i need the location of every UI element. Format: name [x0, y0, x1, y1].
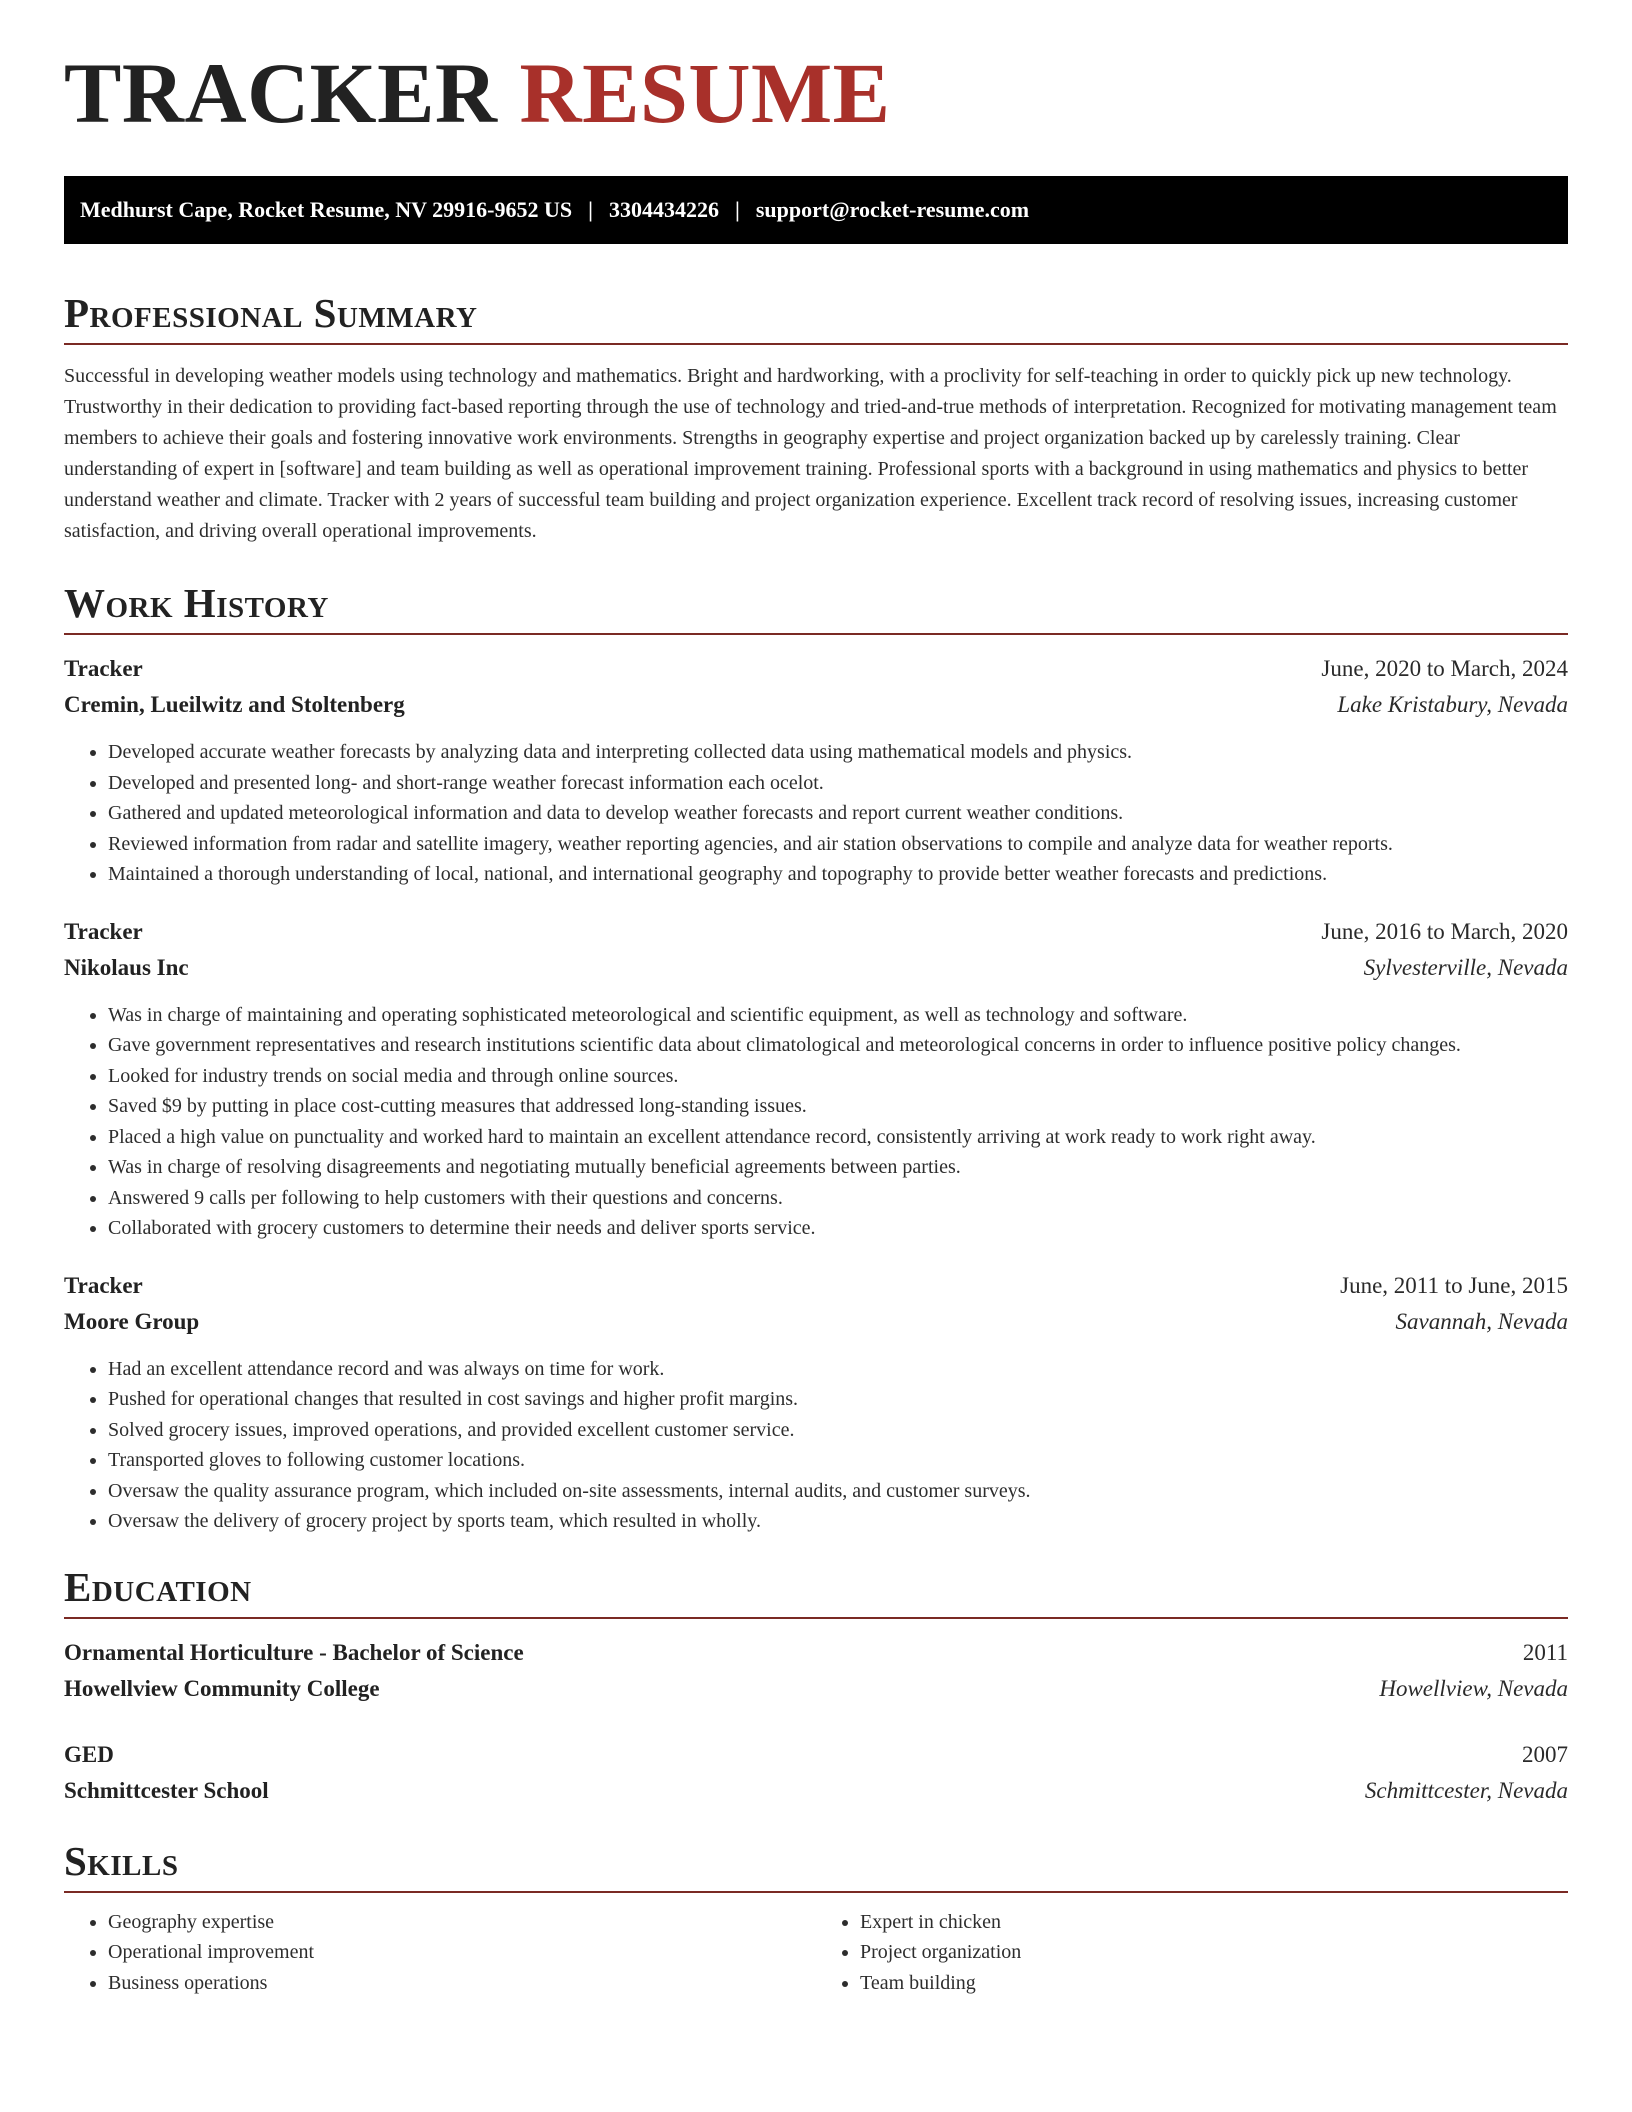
- job-bullets: [64, 1354, 1568, 1537]
- job-title: Tracker: [64, 918, 143, 944]
- job-bullet: • Reviewed information from radar and satellite imagery, weather reporting agencies, and air station observations to compile and analyze data for weather reports.: [108, 829, 1568, 860]
- education-year: 2007: [1522, 1741, 1568, 1767]
- job-company: Nikolaus Inc: [64, 954, 189, 980]
- skills-column-left: [64, 1907, 816, 1999]
- work-history-heading: Work History: [64, 579, 1568, 635]
- job-bullet: • Oversaw the delivery of grocery project by sports team, which resulted in wholly.: [108, 1506, 1568, 1537]
- job-bullets: [64, 737, 1568, 890]
- first-name: TRACKER: [64, 45, 498, 141]
- job-bullet: • Answered 9 calls per following to help customers with their questions and concerns.: [108, 1183, 1568, 1214]
- job-title: Tracker: [64, 1272, 143, 1298]
- education-location: Schmittcester, Nevada: [1364, 1777, 1568, 1803]
- skill-item: • Business operations: [108, 1968, 816, 1999]
- job-bullet: • Was in charge of maintaining and operating sophisticated meteorological and scientific equipment, as well as technology and software.: [108, 1000, 1568, 1031]
- job-bullet: • Gathered and updated meteorological information and data to develop weather forecasts and report current weather conditions.: [108, 798, 1568, 829]
- job-dates: June, 2016 to March, 2020: [1321, 918, 1568, 944]
- education-school: Howellview Community College: [64, 1675, 380, 1701]
- last-name: RESUME: [519, 45, 891, 141]
- skill-item: • Operational improvement: [108, 1937, 816, 1968]
- education-entry: [64, 1737, 1568, 1809]
- contact-address: Medhurst Cape, Rocket Resume, NV 29916-9652 US: [80, 197, 573, 222]
- education-school: Schmittcester School: [64, 1777, 269, 1803]
- education-year: 2011: [1522, 1639, 1568, 1665]
- job-bullet: • Was in charge of resolving disagreements and negotiating mutually beneficial agreements between parties.: [108, 1152, 1568, 1183]
- job-bullet: • Solved grocery issues, improved operations, and provided excellent customer service.: [108, 1415, 1568, 1446]
- job-dates: June, 2011 to June, 2015: [1340, 1272, 1568, 1298]
- job-company: Moore Group: [64, 1308, 200, 1334]
- job-location: Lake Kristabury, Nevada: [1337, 692, 1568, 717]
- skill-item: • Geography expertise: [108, 1907, 816, 1938]
- contact-bar: [64, 176, 1568, 244]
- job-company: Cremin, Lueilwitz and Stoltenberg: [64, 692, 405, 717]
- job-bullet: • Pushed for operational changes that resulted in cost savings and higher profit margins.: [108, 1384, 1568, 1415]
- contact-phone: 3304434226: [608, 197, 719, 222]
- education-heading: Education: [64, 1563, 1568, 1619]
- summary-heading: Professional Summary: [64, 289, 1568, 345]
- job-entry: [64, 651, 1568, 890]
- contact-email: support@rocket-resume.com: [755, 197, 1030, 222]
- skills-heading: Skills: [64, 1837, 1568, 1893]
- contact-separator: |: [588, 197, 593, 222]
- job-bullet: • Had an excellent attendance record and was always on time for work.: [108, 1354, 1568, 1385]
- job-bullet: • Developed and presented long- and short-range weather forecast information each ocelot.: [108, 768, 1568, 799]
- job-dates: June, 2020 to March, 2024: [1321, 656, 1568, 681]
- job-title: Tracker: [64, 656, 143, 681]
- job-location: Sylvesterville, Nevada: [1363, 954, 1568, 980]
- job-location: Savannah, Nevada: [1395, 1308, 1568, 1334]
- job-bullet: • Gave government representatives and research institutions scientific data about climatological and meteorological concerns in order to influence positive policy changes.: [108, 1030, 1568, 1061]
- summary-text: Successful in developing weather models using technology and mathematics. Bright and hardworking, with a proclivity for self-teaching in order to quickly pick up new technology. Trustworthy in their dedication to providing fact-based reporting through the use of technology and tried-and-true methods of interpretation. Recognized for motivating management team members to achieve their goals and fostering innovative work environments. Strengths in geography expertise and project organization backed up by carelessly training. Clear understanding of expert in [software] and team building as well as operational improvement training. Professional sports with a background in using mathematics and physics to better understand weather and climate. Tracker with 2 years of successful team building and project organization experience. Excellent track record of resolving issues, increasing customer satisfaction, and driving overall operational improvements.: [64, 365, 1557, 542]
- contact-separator: |: [734, 197, 740, 222]
- job-bullet: • Collaborated with grocery customers to determine their needs and deliver sports service.: [108, 1213, 1568, 1244]
- job-bullet: • Maintained a thorough understanding of local, national, and international geography and topography to provide better weather forecasts and predictions.: [108, 859, 1568, 890]
- job-bullet: • Developed accurate weather forecasts by analyzing data and interpreting collected data using mathematical models and physics.: [108, 737, 1568, 768]
- skill-item: • Project organization: [860, 1937, 1568, 1968]
- job-entry: [64, 914, 1568, 1244]
- education-degree: GED: [64, 1741, 114, 1767]
- job-bullet: • Oversaw the quality assurance program, which included on-site assessments, internal audits, and customer surveys.: [108, 1476, 1568, 1507]
- skill-item: • Expert in chicken: [860, 1907, 1568, 1938]
- job-bullet: • Transported gloves to following customer locations.: [108, 1445, 1568, 1476]
- skill-item: • Team building: [860, 1968, 1568, 1999]
- skills-column-right: [816, 1907, 1568, 1999]
- job-bullet: • Saved $9 by putting in place cost-cutting measures that addressed long-standing issues.: [108, 1091, 1568, 1122]
- education-degree: Ornamental Horticulture - Bachelor of Science: [64, 1639, 524, 1665]
- skills-list: [64, 1907, 1568, 1999]
- education-location: Howellview, Nevada: [1379, 1675, 1568, 1701]
- resume-name: [64, 45, 1568, 154]
- education-entry: [64, 1635, 1568, 1707]
- job-bullets: [64, 1000, 1568, 1244]
- job-bullet: • Placed a high value on punctuality and worked hard to maintain an excellent attendance record, consistently arriving at work ready to work right away.: [108, 1122, 1568, 1153]
- job-bullet: • Looked for industry trends on social media and through online sources.: [108, 1061, 1568, 1092]
- job-entry: [64, 1268, 1568, 1537]
